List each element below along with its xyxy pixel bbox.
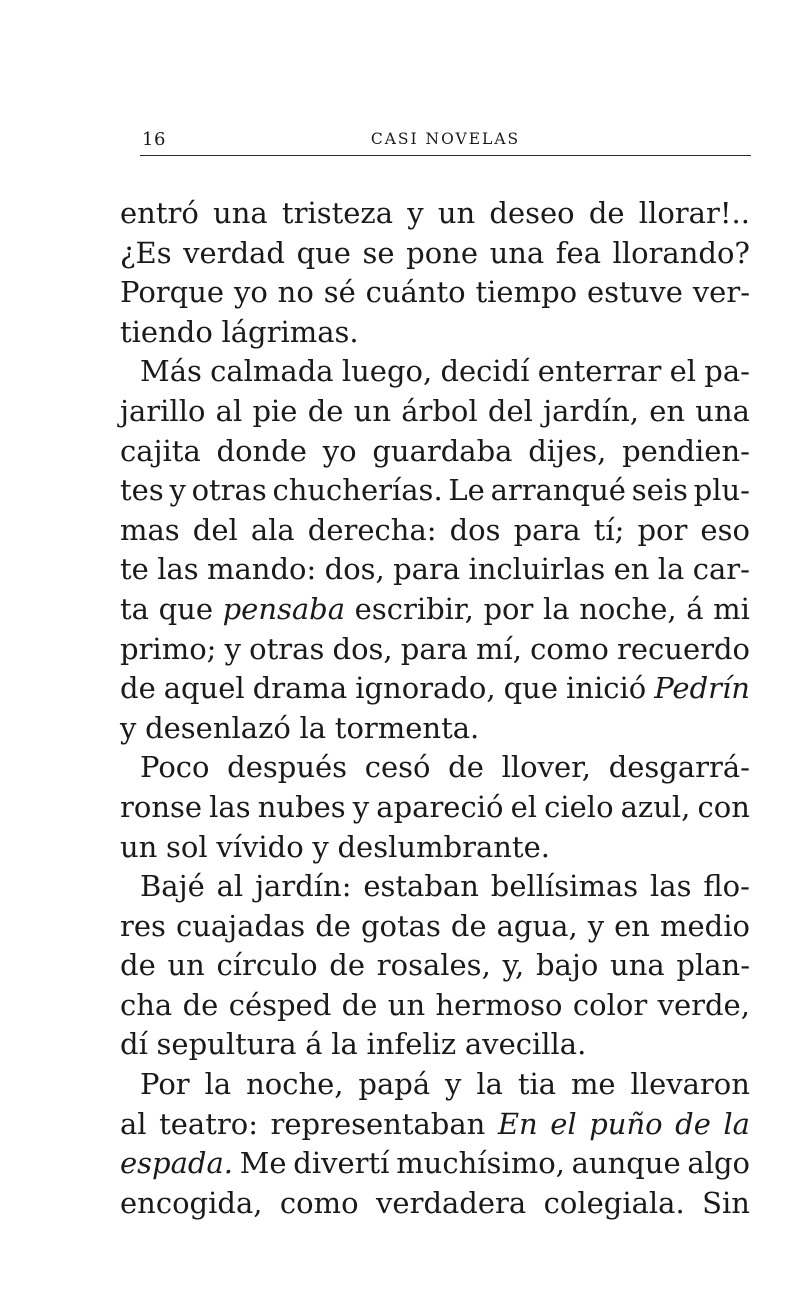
text-line xyxy=(120,1065,750,1105)
word: ronse xyxy=(120,789,203,824)
word: azul, xyxy=(620,789,691,824)
text-line xyxy=(120,788,750,828)
word: Bajé xyxy=(140,869,205,904)
text-line xyxy=(120,352,750,392)
word: para xyxy=(513,512,581,547)
word: mi xyxy=(713,591,750,626)
word: Le xyxy=(448,473,485,508)
page-number: 16 xyxy=(142,129,166,150)
word: escribir, xyxy=(354,591,474,626)
word: y xyxy=(120,710,137,745)
word: pie xyxy=(252,393,298,428)
word: y xyxy=(224,631,241,666)
running-head: CASI NOVELAS xyxy=(370,130,521,148)
word: un xyxy=(387,987,426,1022)
word: gotas xyxy=(360,908,441,943)
word: rosales, xyxy=(376,948,491,983)
word: ta xyxy=(120,591,149,626)
word: recuerdo xyxy=(617,631,750,666)
word: car- xyxy=(692,552,750,587)
word: donde xyxy=(216,433,307,468)
word: lágrimas. xyxy=(221,314,359,349)
word: cha xyxy=(120,987,173,1022)
word: con xyxy=(697,789,750,824)
word: á xyxy=(686,591,704,626)
word: jardín: xyxy=(255,869,352,904)
word: ignorado, xyxy=(355,671,496,706)
word: que xyxy=(296,235,351,270)
word: Me xyxy=(239,1146,287,1181)
word: apareció xyxy=(376,789,504,824)
word: ala xyxy=(250,512,295,547)
word: verde, xyxy=(657,987,750,1022)
word: desenlazó xyxy=(145,710,291,745)
word: y xyxy=(407,196,424,230)
word: sé xyxy=(323,275,356,310)
word: me xyxy=(570,1067,616,1102)
word: la xyxy=(542,591,570,626)
text-line xyxy=(120,313,750,353)
word: muchísimo, xyxy=(396,1146,565,1181)
text-line xyxy=(120,828,750,868)
text-line xyxy=(120,471,750,511)
word: desgarrá- xyxy=(608,750,750,785)
word: plan- xyxy=(676,948,750,983)
word: hermoso xyxy=(435,987,563,1022)
word: Porque xyxy=(120,275,225,310)
word: cuajadas xyxy=(175,908,306,943)
word: derecha: xyxy=(307,512,437,547)
word: del xyxy=(487,393,533,428)
word: guardaba xyxy=(372,433,513,468)
word: para xyxy=(393,552,461,587)
word: verdadera xyxy=(376,1185,527,1220)
word: encogida, xyxy=(120,1185,263,1220)
word: círculo xyxy=(216,948,318,983)
word: mas xyxy=(120,512,180,547)
word: agua, xyxy=(496,908,578,943)
word: la xyxy=(657,552,685,587)
word: dijes, xyxy=(528,433,607,468)
word: de xyxy=(182,987,219,1022)
word: de xyxy=(448,750,484,785)
word: de xyxy=(315,908,351,943)
word: aunque xyxy=(571,1146,681,1181)
word: bellísimas xyxy=(490,869,639,904)
word: para xyxy=(400,631,468,666)
word: luego, xyxy=(341,354,433,389)
word: árbol xyxy=(401,393,478,428)
word: de xyxy=(120,671,156,706)
word: estaban xyxy=(363,869,479,904)
page-header xyxy=(140,115,751,156)
word: y, xyxy=(502,948,525,983)
word: al xyxy=(120,1106,147,1141)
word: cesó xyxy=(364,750,431,785)
body-text xyxy=(120,194,750,1223)
word: césped xyxy=(228,987,332,1022)
text-line xyxy=(120,1025,750,1065)
word: la xyxy=(299,710,327,745)
word: seis xyxy=(631,473,688,508)
word: cielo xyxy=(544,789,614,824)
word: llover, xyxy=(501,750,592,785)
word: al xyxy=(215,393,243,428)
word: llorar!.. xyxy=(638,196,750,230)
word: á xyxy=(305,1027,323,1062)
word: entró xyxy=(120,196,199,230)
word: Por xyxy=(140,1067,190,1102)
word: al xyxy=(216,869,244,904)
word: decidí xyxy=(440,354,530,389)
word: como xyxy=(530,631,609,666)
word: de xyxy=(307,393,344,428)
word: una xyxy=(695,393,750,428)
word: que xyxy=(503,671,558,706)
text-line xyxy=(120,392,750,432)
word: bajo xyxy=(535,948,599,983)
word: un xyxy=(120,829,158,864)
word: un xyxy=(437,196,476,230)
word: ¿Es xyxy=(120,235,172,270)
word: fea xyxy=(555,235,601,270)
word: se xyxy=(362,235,395,270)
italic-word: puño xyxy=(589,1106,663,1141)
italic-word: Pedrín xyxy=(654,671,750,706)
italic-word: espada. xyxy=(120,1146,233,1181)
word: algo xyxy=(687,1146,750,1181)
word: el xyxy=(510,789,537,824)
text-line xyxy=(120,590,750,630)
word: y xyxy=(169,473,186,508)
word: pone xyxy=(406,235,479,270)
word: las xyxy=(650,869,692,904)
word: una xyxy=(489,235,545,270)
text-line xyxy=(120,1105,750,1145)
word: una xyxy=(610,948,665,983)
text-line xyxy=(120,630,750,670)
word: en xyxy=(613,552,650,587)
word: yo xyxy=(322,433,357,468)
word: de xyxy=(341,987,378,1022)
word: la xyxy=(204,1067,232,1102)
word: incluirlas xyxy=(468,552,606,587)
word: y xyxy=(445,1067,462,1102)
italic-word: de xyxy=(675,1106,711,1141)
text-line xyxy=(120,867,750,907)
word: pa- xyxy=(704,354,750,389)
word: flo- xyxy=(703,869,750,904)
word: deseo xyxy=(489,196,575,230)
word: en xyxy=(649,393,686,428)
word: un xyxy=(353,393,391,428)
word: tristeza xyxy=(281,196,393,230)
word: por xyxy=(483,591,534,626)
text-line xyxy=(120,234,750,274)
word: y xyxy=(352,789,370,824)
word: yo xyxy=(233,275,268,310)
word: res xyxy=(120,908,166,943)
word: representaban xyxy=(270,1106,486,1141)
text-line xyxy=(120,669,750,709)
text-line xyxy=(120,748,750,788)
word: colegiala. xyxy=(543,1185,685,1220)
word: tes xyxy=(120,473,164,508)
word: chucherías. xyxy=(272,473,443,508)
word: las xyxy=(157,552,199,587)
word: cajita xyxy=(120,433,201,468)
word: medio xyxy=(660,908,750,943)
word: jarillo xyxy=(120,393,206,428)
word: dí xyxy=(120,1027,148,1062)
word: enterrar xyxy=(537,354,662,389)
word: te xyxy=(120,552,149,587)
word: deslumbrante. xyxy=(337,829,550,864)
word: eso xyxy=(700,512,750,547)
text-line xyxy=(120,1144,750,1184)
word: dos, xyxy=(332,631,393,666)
word: sepultura xyxy=(156,1027,297,1062)
word: llevaron xyxy=(630,1067,750,1102)
italic-word: la xyxy=(723,1106,750,1141)
word: dos xyxy=(449,512,501,547)
text-line xyxy=(120,511,750,551)
word: de xyxy=(329,948,366,983)
word: aquel xyxy=(163,671,245,706)
word: verdad xyxy=(183,235,285,270)
text-line xyxy=(120,709,750,749)
word: como xyxy=(279,1185,359,1220)
word: Poco xyxy=(140,750,210,785)
word: y xyxy=(312,829,329,864)
word: noche, xyxy=(246,1067,344,1102)
word: ver- xyxy=(692,275,750,310)
word: pendien- xyxy=(622,433,750,468)
word: las xyxy=(209,789,251,824)
word: mí, xyxy=(475,631,522,666)
word: infeliz xyxy=(366,1027,457,1062)
word: divertí xyxy=(293,1146,390,1181)
word: mando: xyxy=(207,552,317,587)
text-line xyxy=(120,1184,750,1224)
word: teatro: xyxy=(159,1106,258,1141)
word: llorando? xyxy=(612,235,750,270)
word: plu- xyxy=(693,473,750,508)
word: de xyxy=(120,948,156,983)
word: noche, xyxy=(579,591,677,626)
word: tí; xyxy=(593,512,625,547)
word: un xyxy=(167,948,205,983)
word: inició xyxy=(566,671,647,706)
word: del xyxy=(192,512,238,547)
word: dos, xyxy=(324,552,385,587)
word: tia xyxy=(517,1067,557,1102)
word: sol xyxy=(166,829,208,864)
word: y xyxy=(587,908,605,943)
word: vívido xyxy=(216,829,304,864)
word: jardín, xyxy=(543,393,640,428)
word: una xyxy=(213,196,268,230)
word: avecilla. xyxy=(464,1027,587,1062)
text-line xyxy=(120,986,750,1026)
italic-word: pensaba xyxy=(222,591,346,626)
word: la xyxy=(476,1067,503,1102)
word: Sin xyxy=(702,1185,750,1220)
word: calmada xyxy=(210,354,334,389)
word: otras xyxy=(249,631,325,666)
word: primo; xyxy=(120,631,217,666)
text-line xyxy=(120,946,750,986)
text-line xyxy=(120,432,750,472)
word: otras xyxy=(191,473,267,508)
word: estuve xyxy=(586,275,683,310)
word: por xyxy=(637,512,688,547)
italic-word: En xyxy=(497,1106,538,1141)
word: nubes xyxy=(257,789,346,824)
word: papá xyxy=(358,1067,431,1102)
word: de xyxy=(588,196,625,230)
word: el xyxy=(669,354,697,389)
word: Más xyxy=(140,354,202,389)
word: la xyxy=(331,1027,358,1062)
word: arranqué xyxy=(490,473,626,508)
word: en xyxy=(614,908,650,943)
word: cuánto xyxy=(365,275,466,310)
word: no xyxy=(277,275,314,310)
text-line xyxy=(120,194,750,234)
word: tormenta. xyxy=(334,710,480,745)
text-line xyxy=(120,907,750,947)
word: tiempo xyxy=(475,275,578,310)
word: de xyxy=(450,908,487,943)
text-line xyxy=(120,273,750,313)
word: después xyxy=(227,750,348,785)
word: que xyxy=(158,591,213,626)
italic-word: el xyxy=(550,1106,577,1141)
word: color xyxy=(572,987,648,1022)
word: tiendo xyxy=(120,314,213,349)
word: drama xyxy=(252,671,348,706)
text-line xyxy=(120,550,750,590)
